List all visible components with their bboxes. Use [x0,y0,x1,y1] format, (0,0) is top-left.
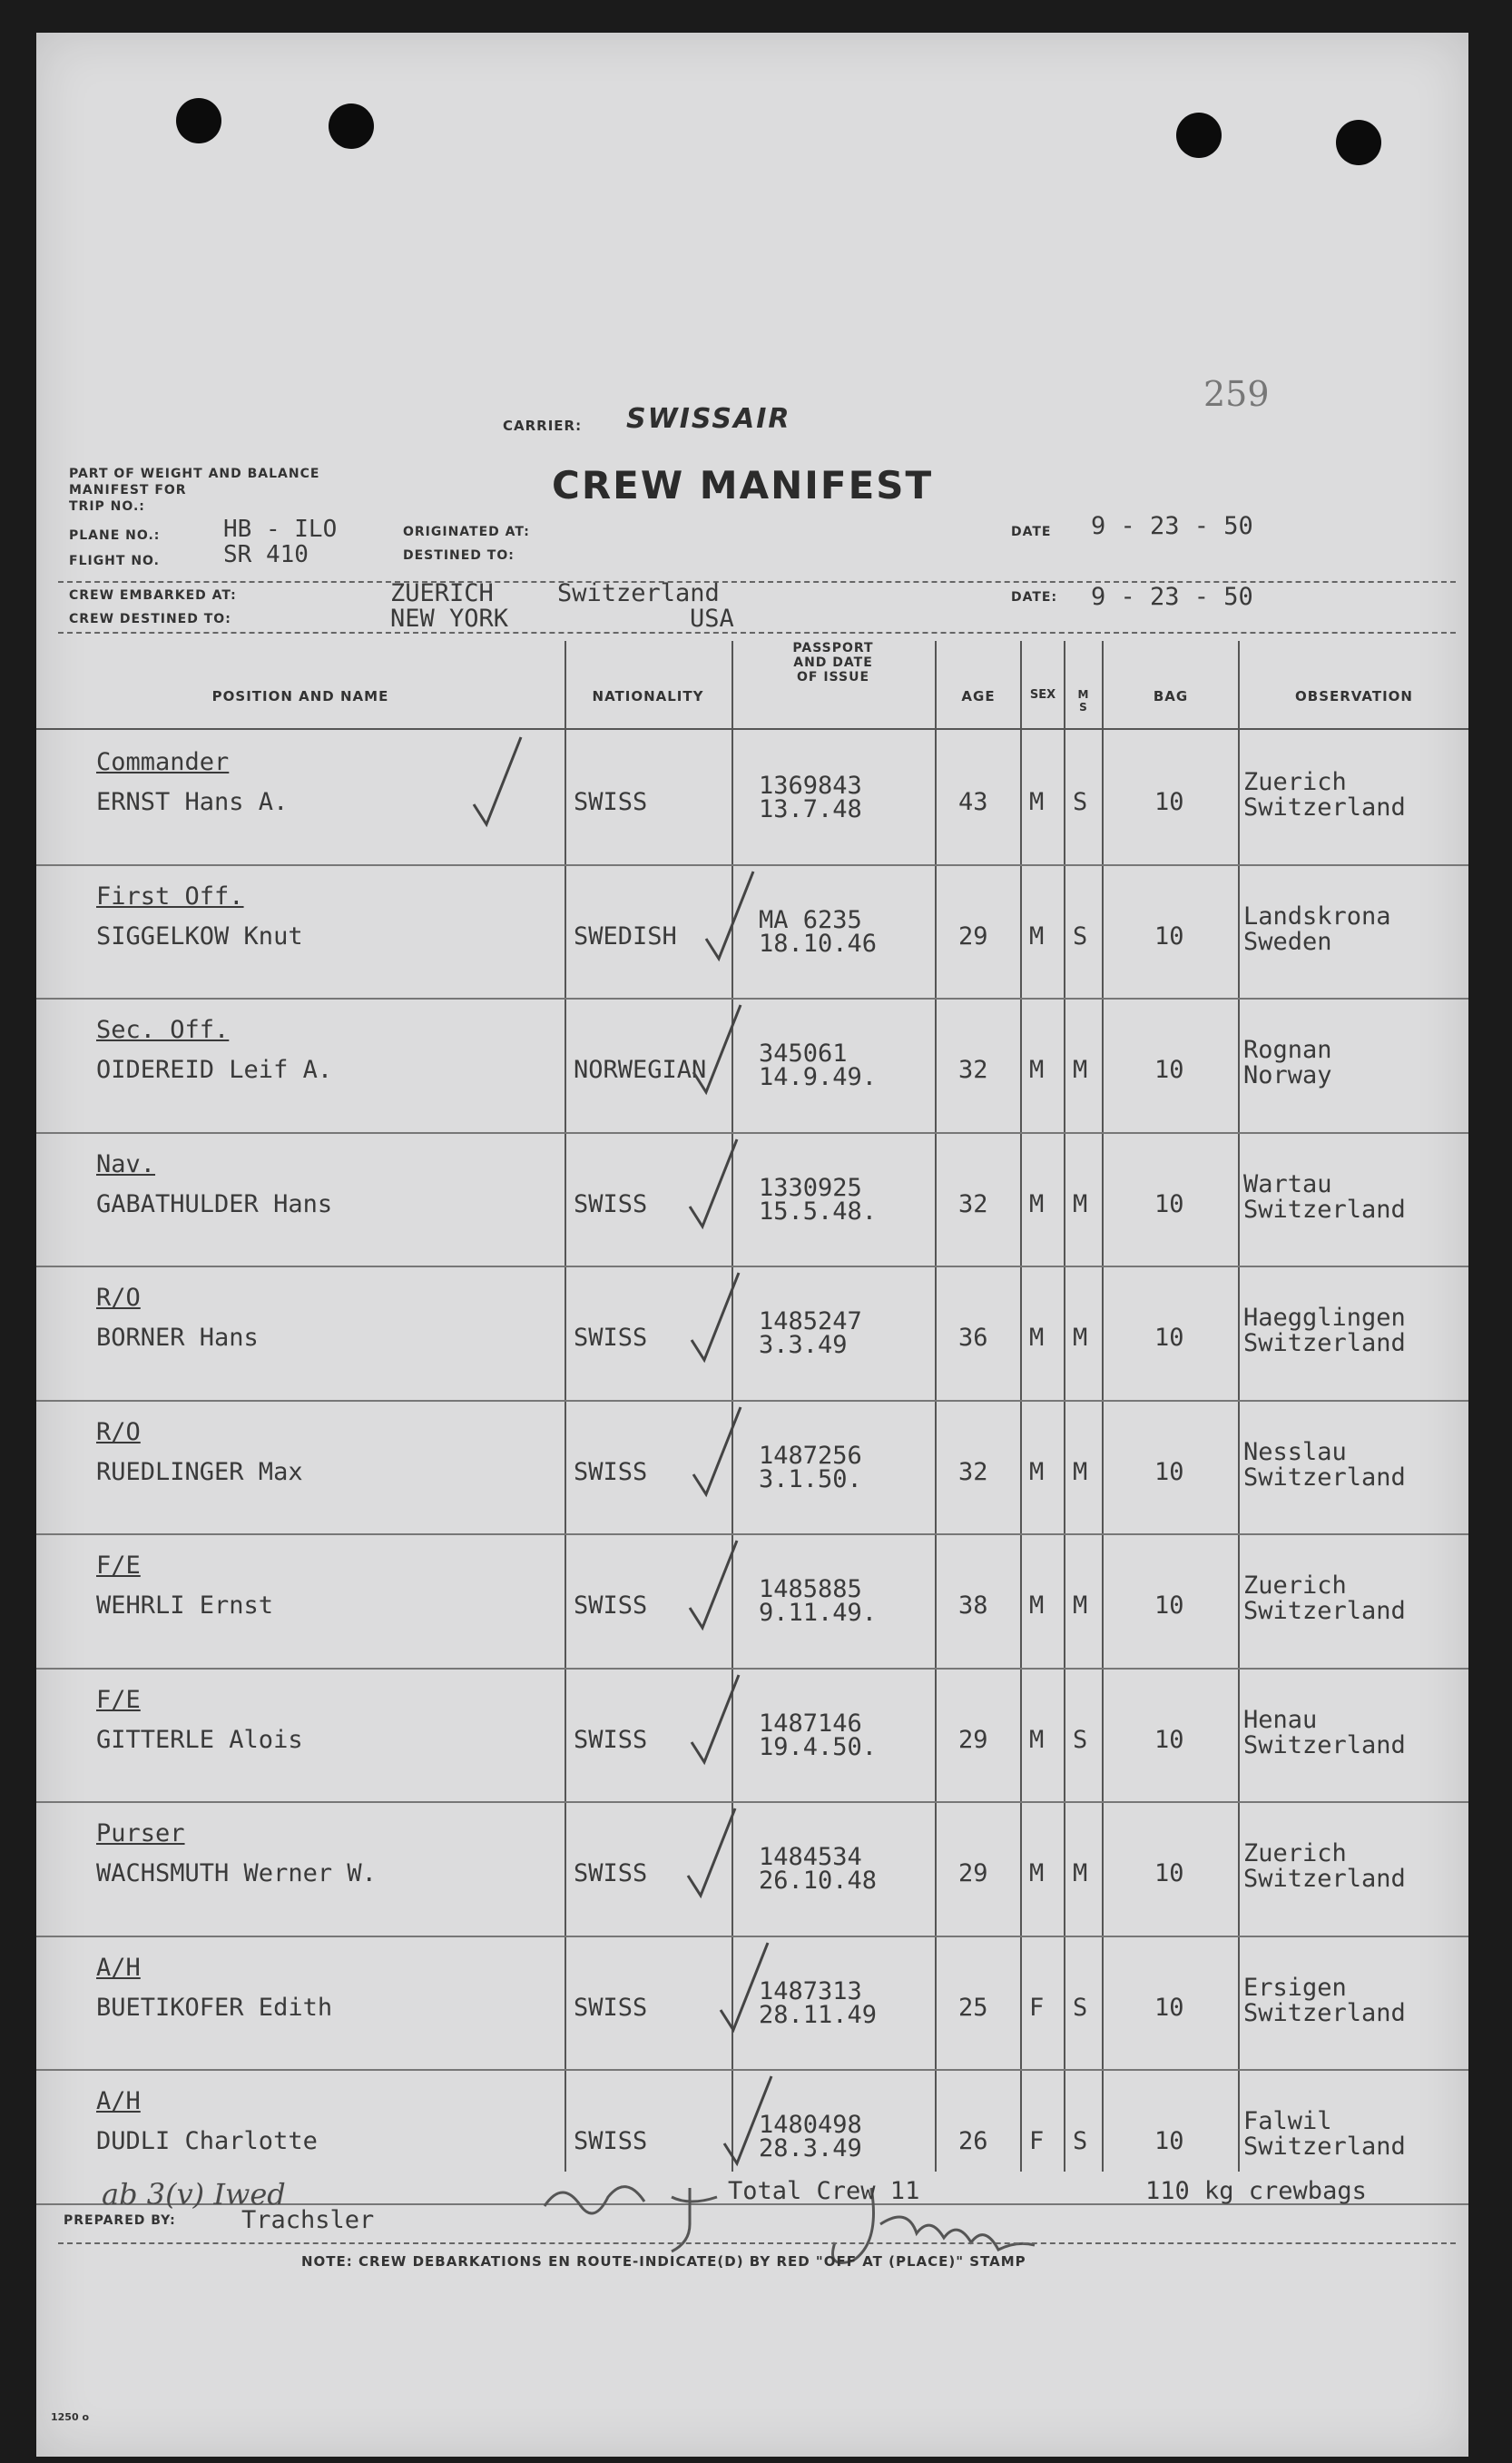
passport-issue-date: 26.10.48 [759,1867,878,1895]
col-header-passport-3: OF ISSUE [796,670,870,685]
crew-nationality: SWISS [574,1859,648,1887]
passport-number: 1487146 [759,1709,862,1738]
checkmark-icon [690,1000,744,1099]
table-row [36,1803,1468,1937]
col-header-passport-2: AND DATE [793,655,873,670]
crew-bag: 10 [1154,788,1184,816]
total-crew: Total Crew 11 [728,2177,920,2205]
date-value: 9 - 23 - 50 [1091,512,1253,540]
crew-age: 32 [958,1457,988,1486]
passport-issue-date: 28.3.49 [759,2134,862,2163]
destined-country: USA [690,605,734,633]
crew-observation-country: Switzerland [1243,1730,1406,1759]
passport-number: 1480498 [759,2111,862,2139]
table-row [36,1937,1468,2072]
crew-observation-city: Zuerich [1243,1571,1347,1600]
crew-observation-city: Zuerich [1243,1839,1347,1867]
crew-bag: 10 [1154,1457,1184,1486]
handwritten-note: ab 3(v) Iwed [102,2177,286,2212]
crew-position: F/E [96,1685,141,1714]
crew-nationality: SWISS [574,1457,648,1486]
crew-name: BUETIKOFER Edith [96,1993,333,2022]
table-row [36,1535,1468,1670]
crew-position: F/E [96,1552,141,1580]
crew-name: RUEDLINGER Max [96,1457,303,1486]
crew-position: A/H [96,1953,141,1982]
divider [58,2242,1456,2244]
crew-observation-city: Haegglingen [1243,1304,1406,1332]
carrier-label: CARRIER: [503,418,583,434]
divider [58,632,1456,634]
crew-age: 36 [958,1324,988,1352]
crew-bag: 10 [1154,1189,1184,1218]
page-title: CREW MANIFEST [552,463,934,507]
crew-marital-status: S [1073,1993,1088,2022]
crew-age: 29 [958,1859,988,1887]
crew-nationality: SWISS [574,1189,648,1218]
crew-nationality: SWISS [574,1324,648,1352]
crew-observation-city: Wartau [1243,1169,1332,1198]
passport-number: 1485247 [759,1307,862,1335]
crew-age: 32 [958,1056,988,1084]
passport-issue-date: 14.9.49. [759,1063,878,1091]
date-label: DATE [1011,525,1052,539]
crew-marital-status: S [1073,788,1088,816]
crew-observation-country: Switzerland [1243,1463,1406,1492]
passport-issue-date: 3.1.50. [759,1464,862,1493]
passport-issue-date: 3.3.49 [759,1331,848,1359]
col-header-ms-2: S [1079,701,1088,714]
table-row [36,866,1468,1000]
crew-marital-status: M [1073,1056,1088,1084]
crew-marital-status: S [1073,921,1088,951]
date2-value: 9 - 23 - 50 [1091,583,1253,611]
col-header-ms-1: M [1077,688,1090,701]
crew-name: OIDEREID Leif A. [96,1056,333,1084]
crewbags-total: 110 kg crewbags [1145,2177,1367,2205]
crew-name: GITTERLE Alois [96,1725,303,1754]
checkmark-icon [686,1134,741,1234]
crew-marital-status: M [1073,1457,1088,1486]
passport-number: 1369843 [759,772,862,800]
crew-age: 38 [958,1591,988,1620]
crew-nationality: SWISS [574,788,648,816]
checkmark-icon [684,1803,739,1903]
crew-sex: M [1029,1859,1045,1887]
crew-marital-status: S [1073,2127,1088,2155]
table-row [36,1134,1468,1268]
checkmark-icon [470,732,525,832]
crew-name: WACHSMUTH Werner W. [96,1859,377,1887]
crew-bag: 10 [1154,1056,1184,1084]
crew-age: 43 [958,788,988,816]
crew-bag: 10 [1154,1859,1184,1887]
crew-name: BORNER Hans [96,1324,259,1352]
crew-observation-country: Sweden [1243,927,1332,956]
crew-nationality: SWISS [574,1591,648,1620]
crew-sex: F [1029,2127,1045,2155]
crew-marital-status: M [1073,1859,1088,1887]
crew-observation-city: Nesslau [1243,1437,1347,1466]
crew-position: R/O [96,1284,141,1312]
punch-hole [176,98,221,143]
crew-position: Sec. Off. [96,1016,230,1044]
crew-nationality: SWEDISH [574,921,677,951]
crew-sex: M [1029,788,1045,816]
crew-observation-country: Switzerland [1243,2133,1406,2161]
manifest-sheet [36,33,1468,2457]
page-number: 259 [1203,374,1270,414]
prepared-by-value: Trachsler [241,2206,375,2234]
crew-name: WEHRLI Ernst [96,1591,274,1620]
table-row [36,1000,1468,1134]
crew-bag: 10 [1154,921,1184,951]
punch-hole [1336,120,1381,165]
crew-marital-status: M [1073,1591,1088,1620]
col-header-age: AGE [961,688,996,704]
crew-position: Nav. [96,1149,156,1178]
crew-sex: M [1029,1189,1045,1218]
crew-position: Commander [96,748,230,776]
crew-position: Purser [96,1819,185,1847]
crew-marital-status: M [1073,1324,1088,1352]
passport-number: 1485885 [759,1575,862,1603]
crew-age: 29 [958,921,988,951]
crew-observation-city: Zuerich [1243,768,1347,796]
date2-label: DATE: [1011,590,1058,605]
crew-sex: M [1029,1056,1045,1084]
form-number: 1250 o [51,2411,90,2423]
crew-age: 32 [958,1189,988,1218]
crew-bag: 10 [1154,1993,1184,2022]
crew-marital-status: M [1073,1189,1088,1218]
crew-bag: 10 [1154,1725,1184,1754]
passport-number: 1487313 [759,1976,862,2005]
crew-name: DUDLI Charlotte [96,2127,318,2155]
embarked-country: Switzerland [557,579,720,607]
punch-hole [1176,113,1222,158]
passport-number: 1330925 [759,1173,862,1202]
crew-table [36,641,1468,2172]
crew-bag: 10 [1154,1324,1184,1352]
crew-observation-city: Ersigen [1243,1973,1347,2002]
crew-name: ERNST Hans A. [96,788,289,816]
table-row [36,732,1468,866]
passport-issue-date: 15.5.48. [759,1197,878,1226]
passport-issue-date: 19.4.50. [759,1732,878,1761]
passport-issue-date: 9.11.49. [759,1599,878,1627]
checkmark-icon [717,1937,771,2037]
crew-observation-country: Switzerland [1243,1329,1406,1357]
crew-observation-city: Henau [1243,1705,1318,1734]
crew-position: First Off. [96,882,244,911]
checkmark-icon [688,1267,742,1367]
passport-issue-date: 18.10.46 [759,929,878,958]
punch-hole [329,103,374,149]
weight-balance-label: PART OF WEIGHT AND BALANCE [69,467,320,481]
plane-no-value: HB - ILO [223,516,338,543]
table-row [36,1670,1468,1804]
crew-sex: F [1029,1993,1045,2022]
crew-age: 25 [958,1993,988,2022]
col-header-position: POSITION AND NAME [211,688,389,704]
crew-name: SIGGELKOW Knut [96,921,303,951]
crew-destined-label: CREW DESTINED TO: [69,612,231,626]
checkmark-icon [688,1670,742,1769]
footer-note: NOTE: CREW DEBARKATIONS EN ROUTE-INDICATE(D) BY RED "OFF AT (PLACE)" STAMP [301,2253,1026,2270]
crew-nationality: NORWEGIAN [574,1056,707,1084]
crew-observation-country: Switzerland [1243,1998,1406,2027]
plane-no-label: PLANE NO.: [69,528,161,543]
crew-sex: M [1029,1457,1045,1486]
crew-observation-city: Landskrona [1243,901,1391,931]
crew-sex: M [1029,1591,1045,1620]
col-header-sex: SEX [1029,688,1056,702]
crew-age: 26 [958,2127,988,2155]
passport-issue-date: 28.11.49 [759,2000,878,2029]
crew-marital-status: S [1073,1725,1088,1754]
crew-position: A/H [96,2087,141,2115]
crew-age: 29 [958,1725,988,1754]
crew-observation-city: Rognan [1243,1036,1332,1064]
flight-no-value: SR 410 [223,541,309,568]
passport-number: 1484534 [759,1843,862,1871]
destined-city: NEW YORK [390,605,509,633]
originated-label: ORIGINATED AT: [403,525,530,539]
flight-no-label: FLIGHT NO. [69,554,160,568]
table-row [36,1267,1468,1402]
crew-nationality: SWISS [574,2127,648,2155]
trip-no-label: TRIP NO.: [69,499,145,514]
crew-sex: M [1029,921,1045,951]
carrier-logo: SWISSAIR [626,403,791,435]
passport-issue-date: 13.7.48 [759,795,862,823]
col-header-bag: BAG [1153,688,1189,704]
crew-sex: M [1029,1725,1045,1754]
checkmark-icon [721,2071,775,2171]
col-header-passport-1: PASSPORT [792,641,874,655]
crew-observation-country: Switzerland [1243,793,1406,822]
table-row [36,1402,1468,1536]
destined-label: DESTINED TO: [403,548,515,563]
checkmark-icon [690,1402,744,1502]
crew-observation-city: Falwil [1243,2107,1332,2135]
crew-sex: M [1029,1324,1045,1352]
embarked-city: ZUERICH [390,579,494,607]
manifest-for-label: MANIFEST FOR [69,483,187,498]
crew-observation-country: Norway [1243,1061,1332,1089]
checkmark-icon [702,866,757,966]
crew-nationality: SWISS [574,1993,648,2022]
passport-number: MA 6235 [759,905,862,934]
prepared-by-label: PREPARED BY: [64,2213,176,2228]
crew-observation-country: Switzerland [1243,1195,1406,1224]
checkmark-icon [686,1535,741,1635]
crew-observation-country: Switzerland [1243,1597,1406,1625]
header-rule [36,728,1468,730]
passport-number: 1487256 [759,1441,862,1470]
crew-observation-country: Switzerland [1243,1865,1406,1893]
crew-bag: 10 [1154,2127,1184,2155]
crew-nationality: SWISS [574,1725,648,1754]
passport-number: 345061 [759,1039,848,1068]
crew-embarked-label: CREW EMBARKED AT: [69,588,237,603]
crew-name: GABATHULDER Hans [96,1189,333,1218]
crew-bag: 10 [1154,1591,1184,1620]
crew-position: R/O [96,1417,141,1446]
col-header-nationality: NATIONALITY [592,688,704,704]
col-header-observation: OBSERVATION [1295,688,1413,704]
